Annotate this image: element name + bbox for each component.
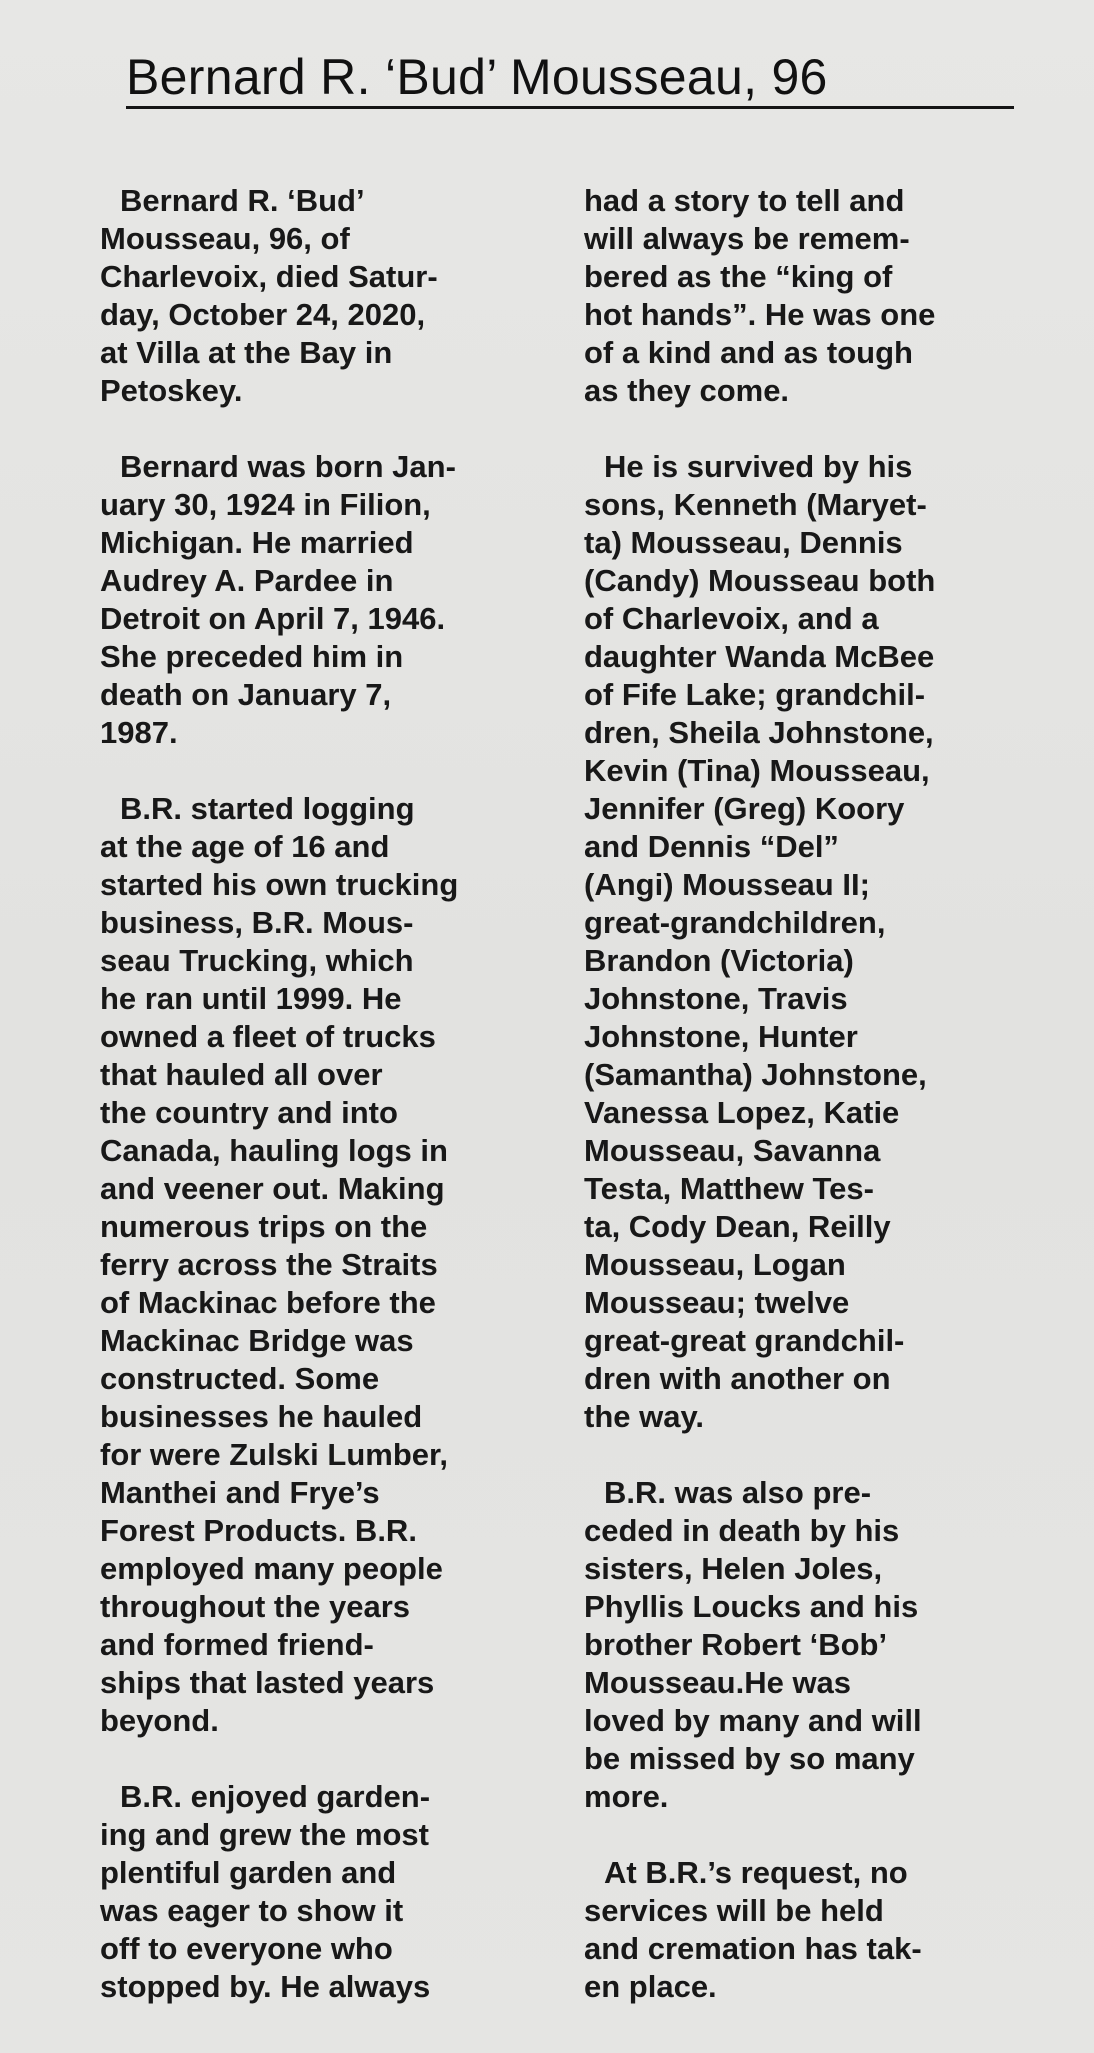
text-line: Manthei and Frye’s xyxy=(100,1475,380,1510)
text-line: and formed friend- xyxy=(100,1627,374,1662)
text-line: Johnstone, Hunter xyxy=(584,1019,858,1054)
text-line: B.R. started logging xyxy=(120,791,415,826)
text-line: throughout the years xyxy=(100,1589,411,1624)
text-line: Mousseau, Logan xyxy=(584,1247,846,1282)
text-line: Testa, Matthew Tes- xyxy=(584,1171,874,1206)
text-line: the way. xyxy=(584,1399,705,1434)
text-line: off to everyone who xyxy=(100,1931,393,1966)
text-line: at Villa at the Bay in xyxy=(100,335,393,370)
text-line: constructed. Some xyxy=(100,1361,380,1396)
text-line: daughter Wanda McBee xyxy=(584,639,935,674)
text-line: Mackinac Bridge was xyxy=(100,1323,414,1358)
text-line: at the age of 16 and xyxy=(100,829,390,864)
text-line: great-great grandchil- xyxy=(584,1323,905,1358)
paragraph xyxy=(100,448,550,752)
text-line: sons, Kenneth (Maryet- xyxy=(584,487,927,522)
text-line: business, B.R. Mous- xyxy=(100,905,414,940)
text-line: death on January 7, xyxy=(100,677,392,712)
text-line: Mousseau.He was xyxy=(584,1665,852,1700)
paragraph xyxy=(100,790,550,1740)
text-line: of Charlevoix, and a xyxy=(584,601,879,636)
text-line: numerous trips on the xyxy=(100,1209,428,1244)
text-line: dren with another on xyxy=(584,1361,891,1396)
text-line: Johnstone, Travis xyxy=(584,981,848,1016)
text-line: as they come. xyxy=(584,373,790,408)
text-line: Forest Products. B.R. xyxy=(100,1513,417,1548)
text-line: ta, Cody Dean, Reilly xyxy=(584,1209,891,1244)
text-line: Mousseau, Savanna xyxy=(584,1133,881,1168)
text-line: ferry across the Straits xyxy=(100,1247,438,1282)
text-line: day, October 24, 2020, xyxy=(100,297,426,332)
text-line: ing and grew the most xyxy=(100,1817,429,1852)
text-line: of Fife Lake; grandchil- xyxy=(584,677,926,712)
text-line: Audrey A. Pardee in xyxy=(100,563,394,598)
text-line: will always be remem- xyxy=(584,221,910,256)
text-line: Phyllis Loucks and his xyxy=(584,1589,919,1624)
text-line: of a kind and as tough xyxy=(584,335,913,370)
text-line: businesses he hauled xyxy=(100,1399,423,1434)
text-line: brother Robert ‘Bob’ xyxy=(584,1627,888,1662)
text-line: and cremation has tak- xyxy=(584,1931,922,1966)
text-line: He is survived by his xyxy=(604,449,913,484)
paragraph xyxy=(100,1778,550,2006)
text-line: Michigan. He married xyxy=(100,525,414,560)
text-line: be missed by so many xyxy=(584,1741,915,1776)
text-line: had a story to tell and xyxy=(584,183,905,218)
text-line: loved by many and will xyxy=(584,1703,922,1738)
text-line: At B.R.’s request, no xyxy=(604,1855,908,1890)
text-line: that hauled all over xyxy=(100,1057,383,1092)
text-line: uary 30, 1924 in Filion, xyxy=(100,487,431,522)
text-line: stopped by. He always xyxy=(100,1969,431,2004)
text-line: 1987. xyxy=(100,715,178,750)
text-line: owned a fleet of trucks xyxy=(100,1019,436,1054)
text-line: beyond. xyxy=(100,1703,219,1738)
text-line: She preceded him in xyxy=(100,639,404,674)
text-line: sisters, Helen Joles, xyxy=(584,1551,883,1586)
text-line: dren, Sheila Johnstone, xyxy=(584,715,934,750)
text-line: Mousseau, 96, of xyxy=(100,221,350,256)
text-line: (Candy) Mousseau both xyxy=(584,563,936,598)
text-line: of Mackinac before the xyxy=(100,1285,436,1320)
text-line: Charlevoix, died Satur- xyxy=(100,259,438,294)
text-line: the country and into xyxy=(100,1095,398,1130)
text-line: (Angi) Mousseau II; xyxy=(584,867,870,902)
obituary-headline: Bernard R. ‘Bud’ Mousseau, 96 xyxy=(126,49,828,105)
text-line: ceded in death by his xyxy=(584,1513,900,1548)
text-line: Vanessa Lopez, Katie xyxy=(584,1095,900,1130)
text-line: services will be held xyxy=(584,1893,884,1928)
text-line: more. xyxy=(584,1779,669,1814)
text-line: Bernard R. ‘Bud’ xyxy=(120,183,365,218)
text-line: en place. xyxy=(584,1969,717,2004)
text-line: B.R. enjoyed garden- xyxy=(120,1779,431,1814)
text-line: started his own trucking xyxy=(100,867,459,902)
text-line: Mousseau; twelve xyxy=(584,1285,850,1320)
text-line: hot hands”. He was one xyxy=(584,297,936,332)
text-line: great-grandchildren, xyxy=(584,905,886,940)
text-line: and veener out. Making xyxy=(100,1171,445,1206)
text-line: was eager to show it xyxy=(100,1893,404,1928)
text-line: Kevin (Tina) Mousseau, xyxy=(584,753,930,788)
right-column xyxy=(584,182,1044,2006)
text-line: Petoskey. xyxy=(100,373,243,408)
text-line: bered as the “king of xyxy=(584,259,893,294)
text-line: plentiful garden and xyxy=(100,1855,397,1890)
text-line: Canada, hauling logs in xyxy=(100,1133,448,1168)
headline-underline xyxy=(126,106,1014,109)
text-line: Detroit on April 7, 1946. xyxy=(100,601,446,636)
text-line: Jennifer (Greg) Koory xyxy=(584,791,905,826)
text-line: seau Trucking, which xyxy=(100,943,414,978)
text-line: Brandon (Victoria) xyxy=(584,943,854,978)
paragraph xyxy=(584,448,1044,1436)
text-line: he ran until 1999. He xyxy=(100,981,402,1016)
text-line: Bernard was born Jan- xyxy=(120,449,456,484)
text-line: ships that lasted years xyxy=(100,1665,435,1700)
text-line: (Samantha) Johnstone, xyxy=(584,1057,927,1092)
paragraph xyxy=(100,182,550,410)
paragraph xyxy=(584,1854,1044,2006)
paragraph xyxy=(584,1474,1044,1816)
text-line: employed many people xyxy=(100,1551,443,1586)
left-column xyxy=(100,182,550,2006)
text-line: for were Zulski Lumber, xyxy=(100,1437,448,1472)
text-line: B.R. was also pre- xyxy=(604,1475,872,1510)
text-line: ta) Mousseau, Dennis xyxy=(584,525,903,560)
paragraph xyxy=(584,182,1044,410)
text-line: and Dennis “Del” xyxy=(584,829,839,864)
